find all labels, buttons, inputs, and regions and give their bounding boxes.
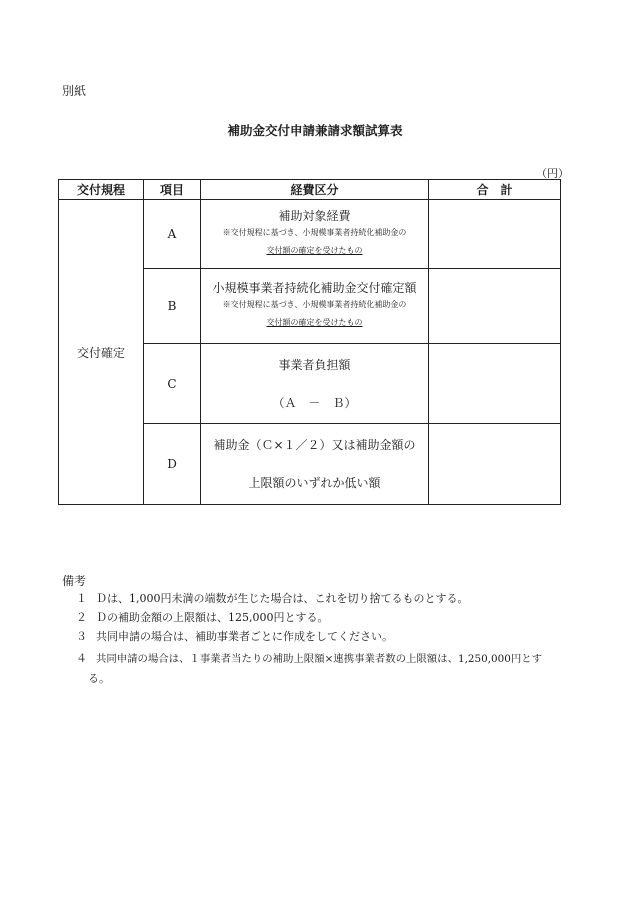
remark-number: １ xyxy=(76,592,87,605)
remark-number: ３ xyxy=(76,630,87,643)
expense-main: 補助対象経費 xyxy=(278,209,351,223)
item-cell: A xyxy=(144,200,201,269)
currency-unit: （円） xyxy=(536,167,569,180)
total-cell[interactable] xyxy=(429,200,561,269)
document-title: 補助金交付申請兼請求額試算表 xyxy=(227,123,403,138)
expense-note: ※交付規程に基づき、小規模事業者持続化補助金の xyxy=(222,300,407,309)
expense-main-cont: 上限額のいずれか低い額 xyxy=(248,476,381,490)
remark-item xyxy=(76,650,566,668)
header-item: 項目 xyxy=(144,180,201,200)
header-regulation: 交付規程 xyxy=(59,180,144,200)
expense-main: 補助金（Ｃ×１／２）又は補助金額の xyxy=(213,438,416,452)
expense-main: 事業者負担額 xyxy=(278,357,351,372)
calculation-table xyxy=(58,179,561,505)
header-expense-category: 経費区分 xyxy=(201,180,429,200)
expense-main: 小規模事業者持続化補助金交付確定額 xyxy=(212,281,417,295)
expense-note-underlined: 交付額の確定を受けたもの xyxy=(266,318,363,327)
remark-item xyxy=(76,590,566,608)
remark-continuation: る。 xyxy=(88,672,110,685)
table-row-a xyxy=(59,200,561,269)
remark-number: ２ xyxy=(76,611,87,624)
expense-cell xyxy=(201,269,429,344)
group-label: 交付確定 xyxy=(76,345,125,360)
group-label-cell xyxy=(59,200,144,505)
remark-item xyxy=(76,609,566,627)
table-header-row xyxy=(59,180,561,200)
expense-formula: （Ａ － Ｂ） xyxy=(272,395,357,410)
remark-text: 共同申請の場合は、１事業者当たりの補助上限額×連携事業者数の上限額は、1,250,000円とす xyxy=(96,653,543,665)
remark-item xyxy=(76,628,566,646)
remark-text: Ｄの補助金額の上限額は、125,000円とする。 xyxy=(96,611,329,624)
expense-cell xyxy=(201,344,429,424)
remark-text: Ｄは、1,000円未満の端数が生じた場合は、これを切り捨てるものとする。 xyxy=(96,592,469,605)
attachment-label: 別紙 xyxy=(62,84,87,98)
total-cell[interactable] xyxy=(429,344,561,424)
expense-note: ※交付規程に基づき、小規模事業者持続化補助金の xyxy=(222,228,407,237)
remark-number: ４ xyxy=(76,652,87,665)
expense-cell xyxy=(201,424,429,505)
expense-note-underlined: 交付額の確定を受けたもの xyxy=(266,246,363,255)
item-cell: D xyxy=(144,424,201,505)
header-total: 合 計 xyxy=(429,180,561,200)
item-cell: B xyxy=(144,269,201,344)
total-cell[interactable] xyxy=(429,269,561,344)
expense-cell xyxy=(201,200,429,269)
total-cell[interactable] xyxy=(429,424,561,505)
item-cell: C xyxy=(144,344,201,424)
remarks-title: 備考 xyxy=(62,574,87,588)
remark-text: 共同申請の場合は、補助事業者ごとに作成をしてください。 xyxy=(96,630,393,643)
